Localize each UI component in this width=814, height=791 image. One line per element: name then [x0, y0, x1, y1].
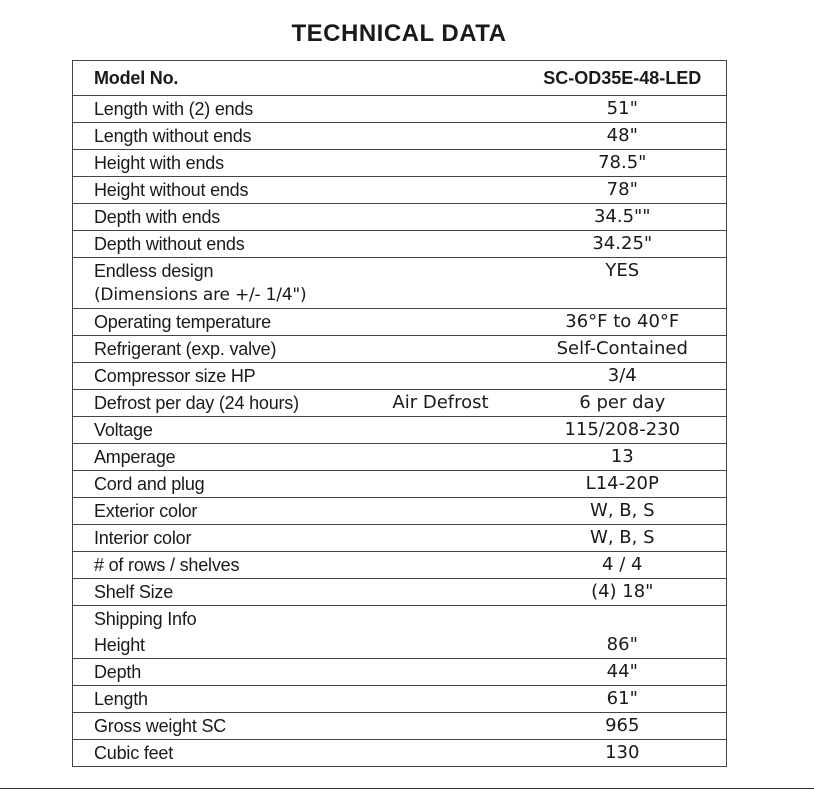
table-row	[73, 498, 727, 525]
table-row-endless	[73, 258, 727, 309]
table-row	[73, 471, 727, 498]
row-label: Refrigerant (exp. valve)	[73, 336, 519, 363]
table-row	[73, 204, 727, 231]
row-label: Depth with ends	[73, 204, 519, 231]
table-row	[73, 713, 727, 740]
endless-label: Endless design	[94, 261, 214, 281]
table-row	[73, 96, 727, 123]
row-label	[73, 258, 519, 309]
row-label: Compressor size HP	[73, 363, 519, 390]
row-label: Interior color	[73, 525, 519, 552]
row-value: YES	[519, 258, 727, 309]
row-label: Amperage	[73, 444, 519, 471]
row-value: W, B, S	[519, 525, 727, 552]
row-label: Exterior color	[73, 498, 519, 525]
dimensions-note: (Dimensions are +/- 1/4")	[94, 285, 307, 305]
table-row-shipping	[73, 606, 727, 633]
row-value: 78.5"	[519, 150, 727, 177]
row-label: # of rows / shelves	[73, 552, 519, 579]
table-row	[73, 150, 727, 177]
table-row	[73, 231, 727, 258]
defrost-type: Air Defrost	[363, 390, 519, 417]
row-label: Height with ends	[73, 150, 519, 177]
row-label: Gross weight SC	[73, 713, 519, 740]
row-value: 86"	[519, 632, 727, 659]
table-row	[73, 552, 727, 579]
shipping-value-empty	[519, 606, 727, 633]
row-label: Length without ends	[73, 123, 519, 150]
row-value: W, B, S	[519, 498, 727, 525]
row-label: Operating temperature	[73, 309, 519, 336]
row-value: 78"	[519, 177, 727, 204]
table-row	[73, 579, 727, 606]
row-label: Cord and plug	[73, 471, 519, 498]
row-value: 130	[519, 740, 727, 767]
row-value: 36°F to 40°F	[519, 309, 727, 336]
table-row	[73, 686, 727, 713]
table-row	[73, 123, 727, 150]
table-row	[73, 444, 727, 471]
row-value: 44"	[519, 659, 727, 686]
row-value: 13	[519, 444, 727, 471]
table-row	[73, 363, 727, 390]
table-row	[73, 309, 727, 336]
table-row	[73, 417, 727, 444]
row-value: 34.5""	[519, 204, 727, 231]
table-row	[73, 525, 727, 552]
table-row	[73, 659, 727, 686]
row-value: 48"	[519, 123, 727, 150]
row-value: 3/4	[519, 363, 727, 390]
table-row-defrost	[73, 390, 727, 417]
row-value: 4 / 4	[519, 552, 727, 579]
row-value: 34.25"	[519, 231, 727, 258]
row-label: Cubic feet	[73, 740, 519, 767]
row-label: Length with (2) ends	[73, 96, 519, 123]
row-label: Height	[73, 632, 519, 659]
table-row	[73, 632, 727, 659]
page-bottom-divider	[0, 788, 814, 789]
model-value: SC-OD35E-48-LED	[519, 61, 727, 96]
model-label: Model No.	[73, 61, 519, 96]
row-value: 115/208-230	[519, 417, 727, 444]
row-label: Shelf Size	[73, 579, 519, 606]
row-label: Height without ends	[73, 177, 519, 204]
table-row	[73, 177, 727, 204]
technical-data-table	[72, 60, 727, 767]
row-label: Depth	[73, 659, 519, 686]
row-value: 51"	[519, 96, 727, 123]
row-label: Depth without ends	[73, 231, 519, 258]
table-row	[73, 740, 727, 767]
table-row	[73, 336, 727, 363]
shipping-label: Shipping Info	[73, 606, 519, 633]
table-header-row	[73, 61, 727, 96]
row-value: L14-20P	[519, 471, 727, 498]
row-label: Defrost per day (24 hours)	[73, 390, 363, 417]
row-value: 965	[519, 713, 727, 740]
row-value: 6 per day	[519, 390, 727, 417]
row-label: Voltage	[73, 417, 519, 444]
row-value: (4) 18"	[519, 579, 727, 606]
page-title: TECHNICAL DATA	[291, 20, 507, 47]
row-value: 61"	[519, 686, 727, 713]
row-value: Self-Contained	[519, 336, 727, 363]
row-label: Length	[73, 686, 519, 713]
